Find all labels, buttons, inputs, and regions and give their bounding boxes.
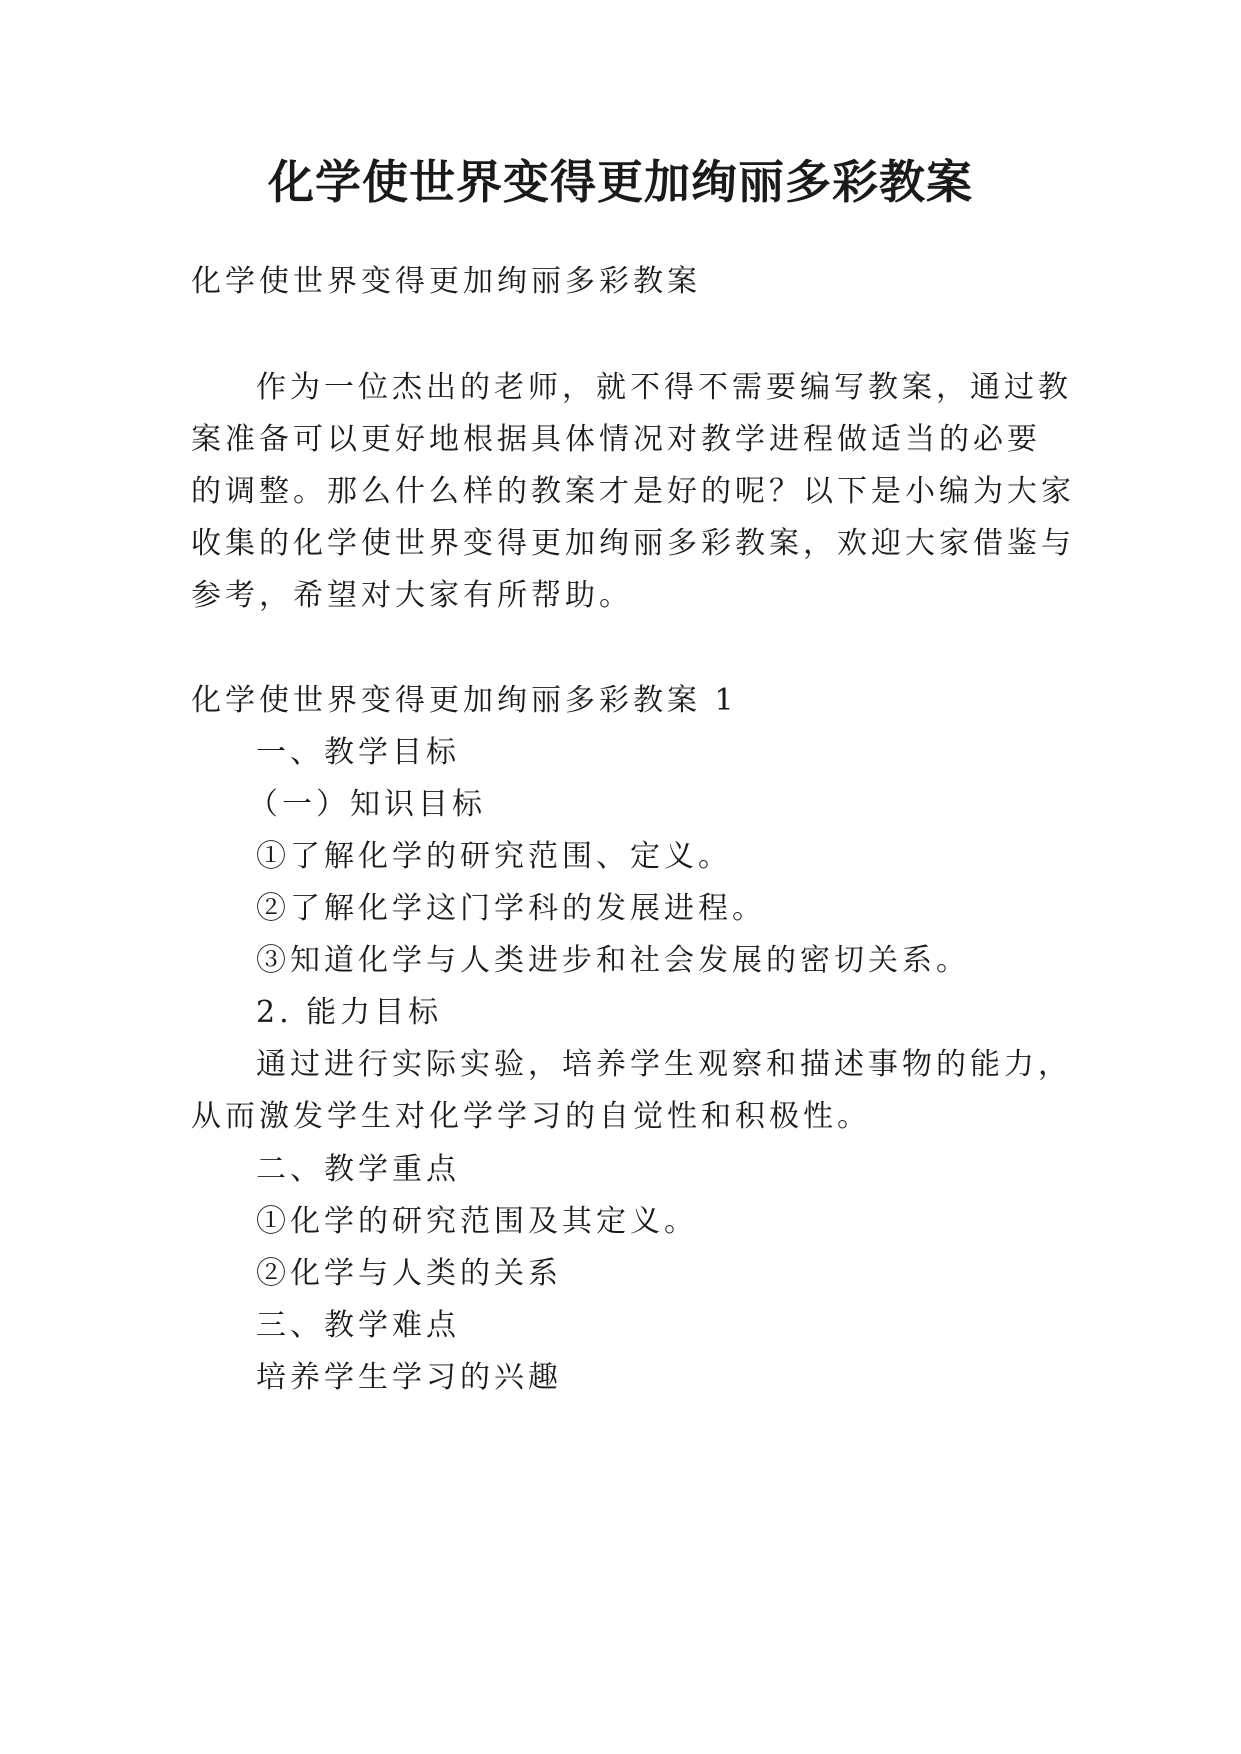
section-heading: 化学使世界变得更加绚丽多彩教案 1 (191, 683, 738, 718)
intro-line-4: 收集的化学使世界变得更加绚丽多彩教案，欢迎大家借鉴与 (191, 526, 1075, 561)
body-line-2: （一）知识目标 (248, 787, 486, 822)
subtitle: 化学使世界变得更加绚丽多彩教案 (191, 264, 701, 299)
body-line-5: ③知道化学与人类进步和社会发展的密切关系。 (256, 943, 970, 978)
body-line-1: 一、教学目标 (256, 735, 460, 770)
body-line-8: 从而激发学生对化学学习的自觉性和积极性。 (191, 1099, 871, 1134)
body-line-10: ①化学的研究范围及其定义。 (256, 1204, 698, 1239)
body-line-3: ①了解化学的研究范围、定义。 (256, 839, 732, 874)
document-title: 化学使世界变得更加绚丽多彩教案 (268, 155, 973, 209)
intro-line-2: 案准备可以更好地根据具体情况对教学进程做适当的必要 (191, 422, 1041, 457)
body-line-4: ②了解化学这门学科的发展进程。 (256, 891, 766, 926)
body-line-7: 通过进行实际实验，培养学生观察和描述事物的能力， (256, 1047, 1072, 1082)
intro-line-5: 参考，希望对大家有所帮助。 (191, 578, 633, 613)
body-line-6: 2. 能力目标 (256, 995, 443, 1030)
body-line-13: 培养学生学习的兴趣 (256, 1360, 562, 1395)
body-line-12: 三、教学难点 (256, 1308, 460, 1343)
intro-line-1: 作为一位杰出的老师，就不得不需要编写教案，通过教 (256, 370, 1072, 405)
body-line-11: ②化学与人类的关系 (256, 1256, 562, 1291)
intro-line-3: 的调整。那么什么样的教案才是好的呢？以下是小编为大家 (191, 474, 1075, 509)
body-line-9: 二、教学重点 (256, 1152, 460, 1187)
